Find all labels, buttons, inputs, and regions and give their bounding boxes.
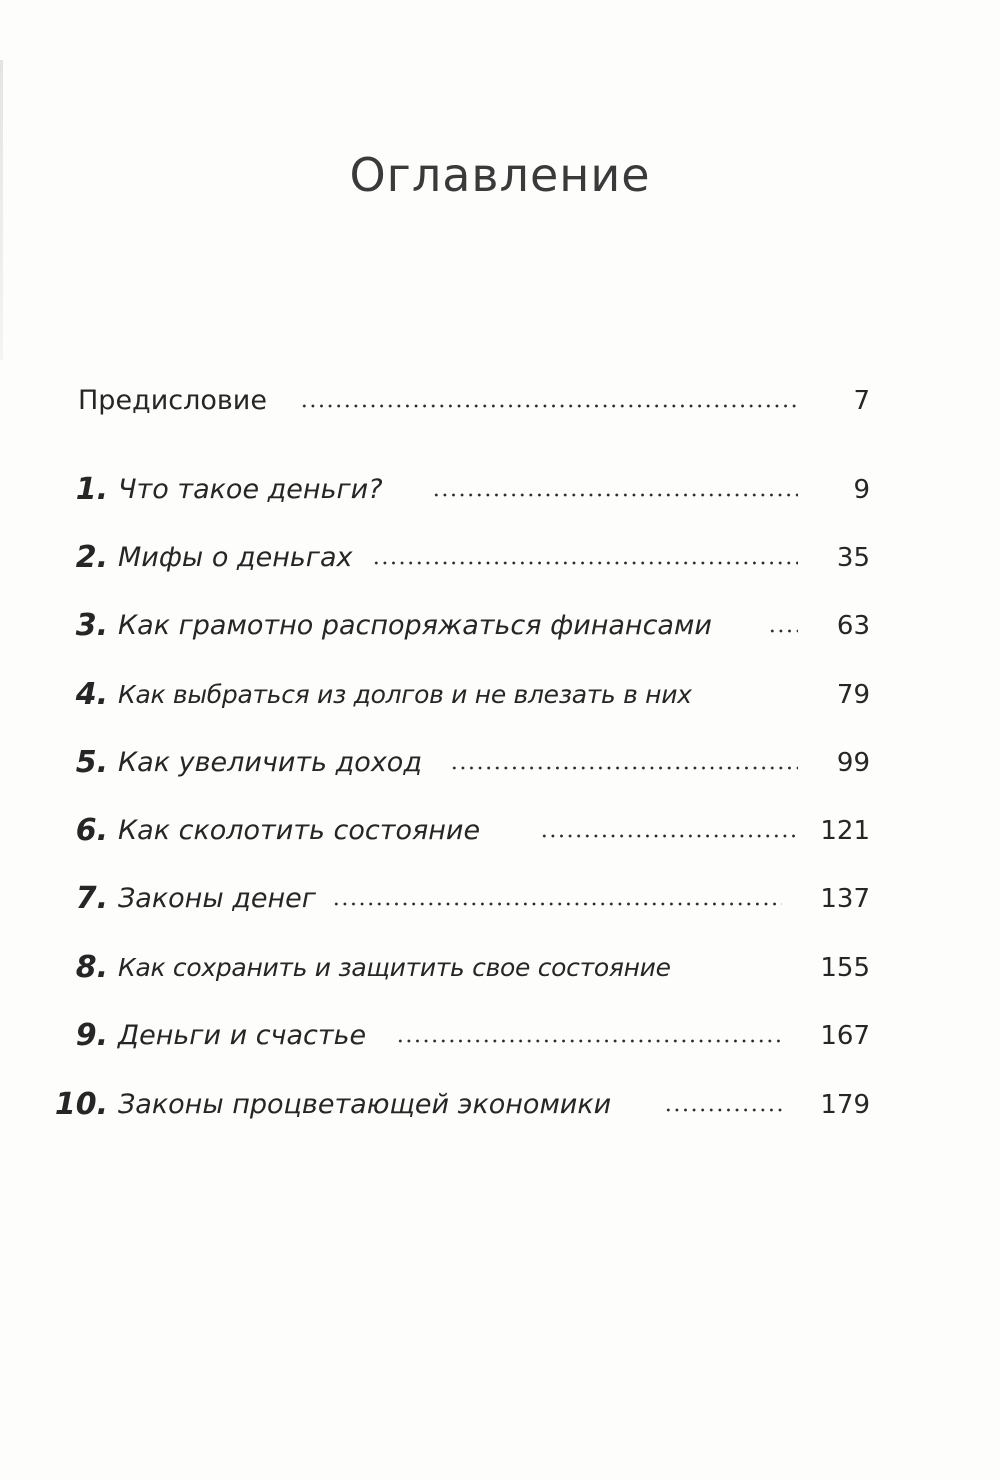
toc-entry-text: Как увеличить доход bbox=[118, 747, 422, 778]
toc-entry-number: 4. bbox=[75, 677, 108, 712]
toc-entry-number: 8. bbox=[75, 950, 108, 985]
toc-leader-dots bbox=[396, 1039, 782, 1043]
toc-entry-text: Предисловие bbox=[78, 385, 267, 416]
toc-entry-page: 167 bbox=[820, 1021, 870, 1051]
toc-entry-page: 137 bbox=[820, 884, 870, 914]
toc-entry-text: Что такое деньги? bbox=[118, 474, 383, 505]
toc-entry-chapter-10[interactable] bbox=[0, 1085, 1000, 1125]
toc-entry-page: 79 bbox=[836, 680, 870, 710]
toc-leader-dots bbox=[768, 629, 798, 633]
toc-entry-number: 10. bbox=[54, 1087, 108, 1122]
toc-entry-text: Деньги и счастье bbox=[118, 1020, 367, 1051]
page-title: Оглавление bbox=[349, 148, 651, 202]
toc-entry-number: 6. bbox=[75, 813, 108, 848]
toc-entry-text: Мифы о деньгах bbox=[118, 542, 353, 573]
toc-entry-number: 3. bbox=[75, 608, 108, 643]
toc-entry-number: 7. bbox=[75, 881, 108, 916]
toc-entry-chapter-2[interactable] bbox=[0, 538, 1000, 578]
toc-entry-number: 9. bbox=[75, 1018, 108, 1053]
toc-entry-chapter-4[interactable] bbox=[0, 675, 1000, 715]
toc-entry-page: 35 bbox=[836, 543, 870, 573]
toc-entry-text: Как грамотно распоряжаться финансами bbox=[118, 610, 712, 641]
toc-entry-text: Как сколотить состояние bbox=[118, 815, 481, 846]
toc-entry-page: 155 bbox=[820, 953, 870, 983]
toc-entry-number: 5. bbox=[75, 745, 108, 780]
toc-leader-dots bbox=[372, 561, 798, 565]
toc-entry-text: Как выбраться из долгов и не влезать в них bbox=[118, 680, 692, 709]
toc-entry-page: 7 bbox=[853, 386, 870, 416]
toc-entry-chapter-5[interactable] bbox=[0, 743, 1000, 783]
toc-entry-page: 63 bbox=[836, 611, 870, 641]
toc-leader-dots bbox=[664, 1108, 782, 1112]
toc-leader-dots bbox=[432, 493, 798, 497]
toc-leader-dots bbox=[300, 404, 798, 408]
toc-entry-text: Как сохранить и защитить свое состояние bbox=[118, 953, 671, 982]
toc-leader-dots bbox=[450, 766, 798, 770]
toc-entry-chapter-9[interactable] bbox=[0, 1016, 1000, 1056]
toc-entry-text: Законы процветающей экономики bbox=[118, 1089, 612, 1120]
toc-entry-page: 179 bbox=[820, 1090, 870, 1120]
toc-entry-chapter-7[interactable] bbox=[0, 879, 1000, 919]
toc-entry-chapter-1[interactable] bbox=[0, 470, 1000, 510]
toc-leader-dots bbox=[332, 902, 782, 906]
toc-entry-page: 99 bbox=[836, 748, 870, 778]
toc-entry-chapter-3[interactable] bbox=[0, 606, 1000, 646]
toc-entry-preface[interactable] bbox=[0, 381, 1000, 421]
toc-entry-page: 121 bbox=[820, 816, 870, 846]
toc-entry-number: 1. bbox=[75, 472, 108, 507]
toc-entry-chapter-8[interactable] bbox=[0, 948, 1000, 988]
toc-entry-text: Законы денег bbox=[118, 883, 316, 914]
toc-entry-chapter-6[interactable] bbox=[0, 811, 1000, 851]
toc-entry-page: 9 bbox=[853, 475, 870, 505]
toc-entry-number: 2. bbox=[75, 540, 108, 575]
toc-leader-dots bbox=[540, 834, 798, 838]
